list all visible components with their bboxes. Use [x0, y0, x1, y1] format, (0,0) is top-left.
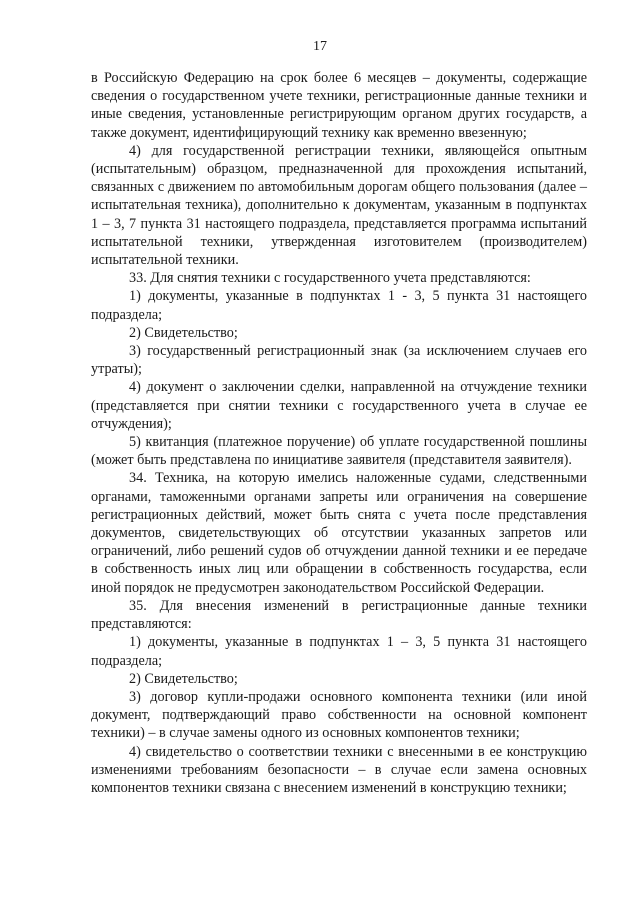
paragraph-item-33-2: 2) Свидетельство;: [129, 324, 238, 341]
paragraph-continuation: в Российскую Федерацию на срок более 6 месяцев – документы, содержащие сведения о государственном учете техники, регистрационные данные техники и иные сведения, установленные регистрирующим органом других государств, а также документ, идентифицирующий технику как временно ввезенную;: [91, 70, 587, 141]
paragraph-item-35-2: 2) Свидетельство;: [129, 670, 238, 687]
paragraph-item-35-3: 3) договор купли-продажи основного компонента техники (или иной документ, подтверждающий право собственности на основной компонент техники) – в случае замены одного из основных компонентов техники;: [91, 688, 587, 742]
paragraph-clause-33: 33. Для снятия техники с государственного учета представляются:: [129, 270, 531, 287]
body-text: [91, 69, 587, 797]
paragraph-item-32-4: 4) для государственной регистрации техники, являющейся опытным (испытательным) образцом, предназначенной для прохождения испытаний, связанных с движением по автомобильным дорогам общего пользования (далее – испытательная техника), дополнительно к документам, указанным в подпунктах 1 – 3, 7 пункта 31 настоящего подраздела, представляется программа испытаний испытательной техники, утвержденная изготовителем (производителем) испытательной техники.: [91, 142, 587, 269]
paragraph-item-35-4: 4) свидетельство о соответствии техники с внесенными в ее конструкцию изменениями требованиям безопасности – в случае если замена основных компонентов техники связана с внесением изменений в конструкцию техники;: [91, 743, 587, 796]
paragraph-clause-34: 34. Техника, на которую имелись наложенные судами, следственными органами, таможенными органами запреты или ограничения на совершение регистрационных действий, может быть снята с учета после представления документов, свидетельствующих об отсутствии указанных запретов или ограничений, либо решений судов об отчуждении данной техники и ее передаче в собственность иных лиц или обращении в собственность государства, если иной порядок не предусмотрен законодательством Российской Федерации.: [91, 470, 587, 596]
paragraph-item-33-1: 1) документы, указанные в подпунктах 1 - 3, 5 пункта 31 настоящего подраздела;: [91, 288, 587, 323]
paragraph-item-33-3: 3) государственный регистрационный знак (за исключением случаев его утраты);: [91, 343, 587, 378]
paragraph-item-33-4: 4) документ о заключении сделки, направленной на отчуждение техники (представляется при снятии техники с государственного учета в случае ее отчуждения);: [91, 379, 587, 432]
paragraph-item-35-1: 1) документы, указанные в подпунктах 1 – 3, 5 пункта 31 настоящего подраздела;: [91, 634, 587, 669]
paragraph-item-33-5: 5) квитанция (платежное поручение) об уплате государственной пошлины (может быть представлена по инициативе заявителя (представителя заявителя).: [91, 434, 587, 469]
paragraph-clause-35: 35. Для внесения изменений в регистрационные данные техники представляются:: [91, 597, 587, 633]
page-number: 17: [313, 39, 327, 54]
